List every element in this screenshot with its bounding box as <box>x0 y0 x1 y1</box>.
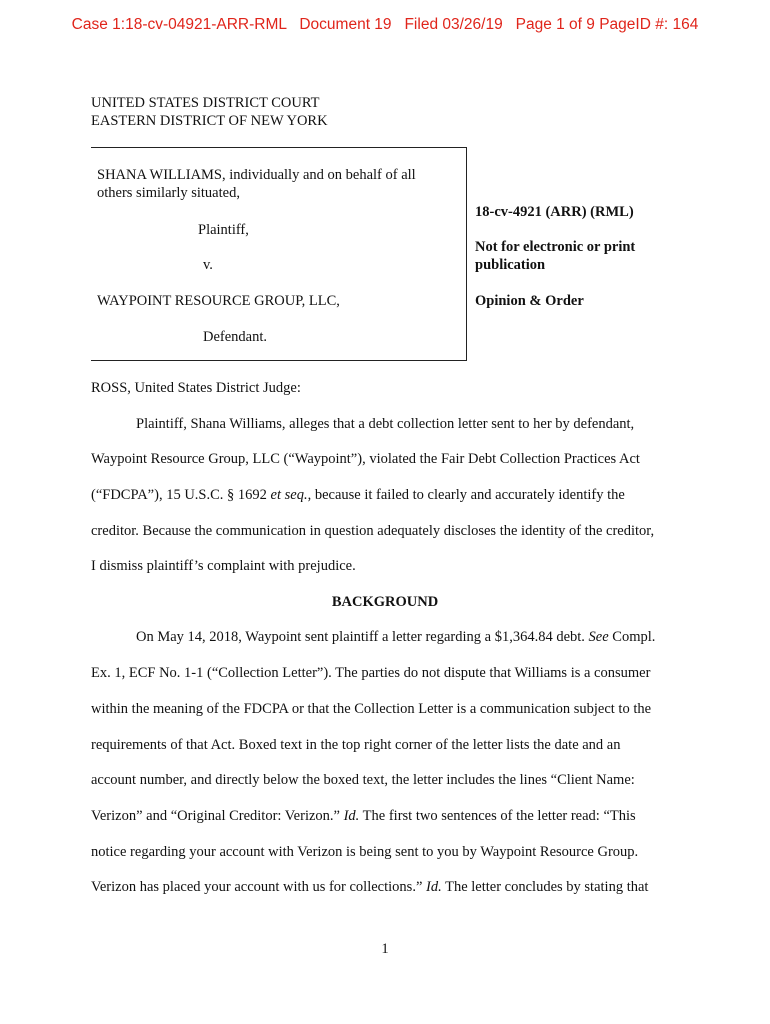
page-number: 1 <box>381 941 389 957</box>
background-line: account number, and directly below the boxed text, the letter includes the lines “Client Name: <box>91 772 635 788</box>
judge-line: ROSS, United States District Judge: <box>91 380 301 396</box>
background-line: within the meaning of the FDCPA or that the Collection Letter is a communication subject to the <box>91 701 652 717</box>
intro-line: Waypoint Resource Group, LLC (“Waypoint”), violated the Fair Debt Collection Practices Act <box>91 451 640 467</box>
publication-notice-line2: publication <box>475 257 546 273</box>
defendant-name: WAYPOINT RESOURCE GROUP, LLC, <box>97 293 340 309</box>
intro-line: (“FDCPA”), 15 U.S.C. § 1692 et seq., because it failed to clearly and accurately identify the <box>91 487 625 503</box>
court-name-line: UNITED STATES DISTRICT COURT <box>91 95 320 111</box>
defendant-role: Defendant. <box>203 329 268 345</box>
court-district-line: EASTERN DISTRICT OF NEW YORK <box>91 113 328 129</box>
ecf-header-stamp: Case 1:18-cv-04921-ARR-RML Document 19 Filed 03/26/19 Page 1 of 9 PageID #: 164 <box>71 16 699 33</box>
document-type: Opinion & Order <box>475 293 584 309</box>
plaintiff-role: Plaintiff, <box>198 222 249 238</box>
intro-line: creditor. Because the communication in question adequately discloses the identity of the creditor, <box>91 523 655 539</box>
publication-notice <box>475 238 635 274</box>
background-line: Ex. 1, ECF No. 1-1 (“Collection Letter”). The parties do not dispute that Williams is a consumer <box>91 665 651 681</box>
background-line: requirements of that Act. Boxed text in the top right corner of the letter lists the date and an <box>91 737 621 753</box>
court-name <box>91 94 328 130</box>
plaintiff-name <box>97 166 416 202</box>
background-line: Verizon has placed your account with us for collections.” Id. The letter concludes by stating that <box>91 879 649 895</box>
background-line: Verizon” and “Original Creditor: Verizon.” Id. The first two sentences of the letter read: “This <box>91 808 636 824</box>
intro-line: I dismiss plaintiff’s complaint with prejudice. <box>91 558 356 574</box>
section-heading: BACKGROUND <box>331 594 439 610</box>
versus: v. <box>203 257 213 273</box>
intro-line: Plaintiff, Shana Williams, alleges that a debt collection letter sent to her by defendant, <box>136 416 635 432</box>
background-line: On May 14, 2018, Waypoint sent plaintiff a letter regarding a $1,364.84 debt. See Compl. <box>136 629 656 645</box>
case-number: 18-cv-4921 (ARR) (RML) <box>475 204 634 220</box>
plaintiff-name-line2: others similarly situated, <box>97 185 240 201</box>
plaintiff-name-line1: SHANA WILLIAMS, individually and on behalf of all <box>97 167 416 183</box>
background-line: notice regarding your account with Verizon is being sent to you by Waypoint Resource Group. <box>91 844 639 860</box>
publication-notice-line1: Not for electronic or print <box>475 239 636 255</box>
